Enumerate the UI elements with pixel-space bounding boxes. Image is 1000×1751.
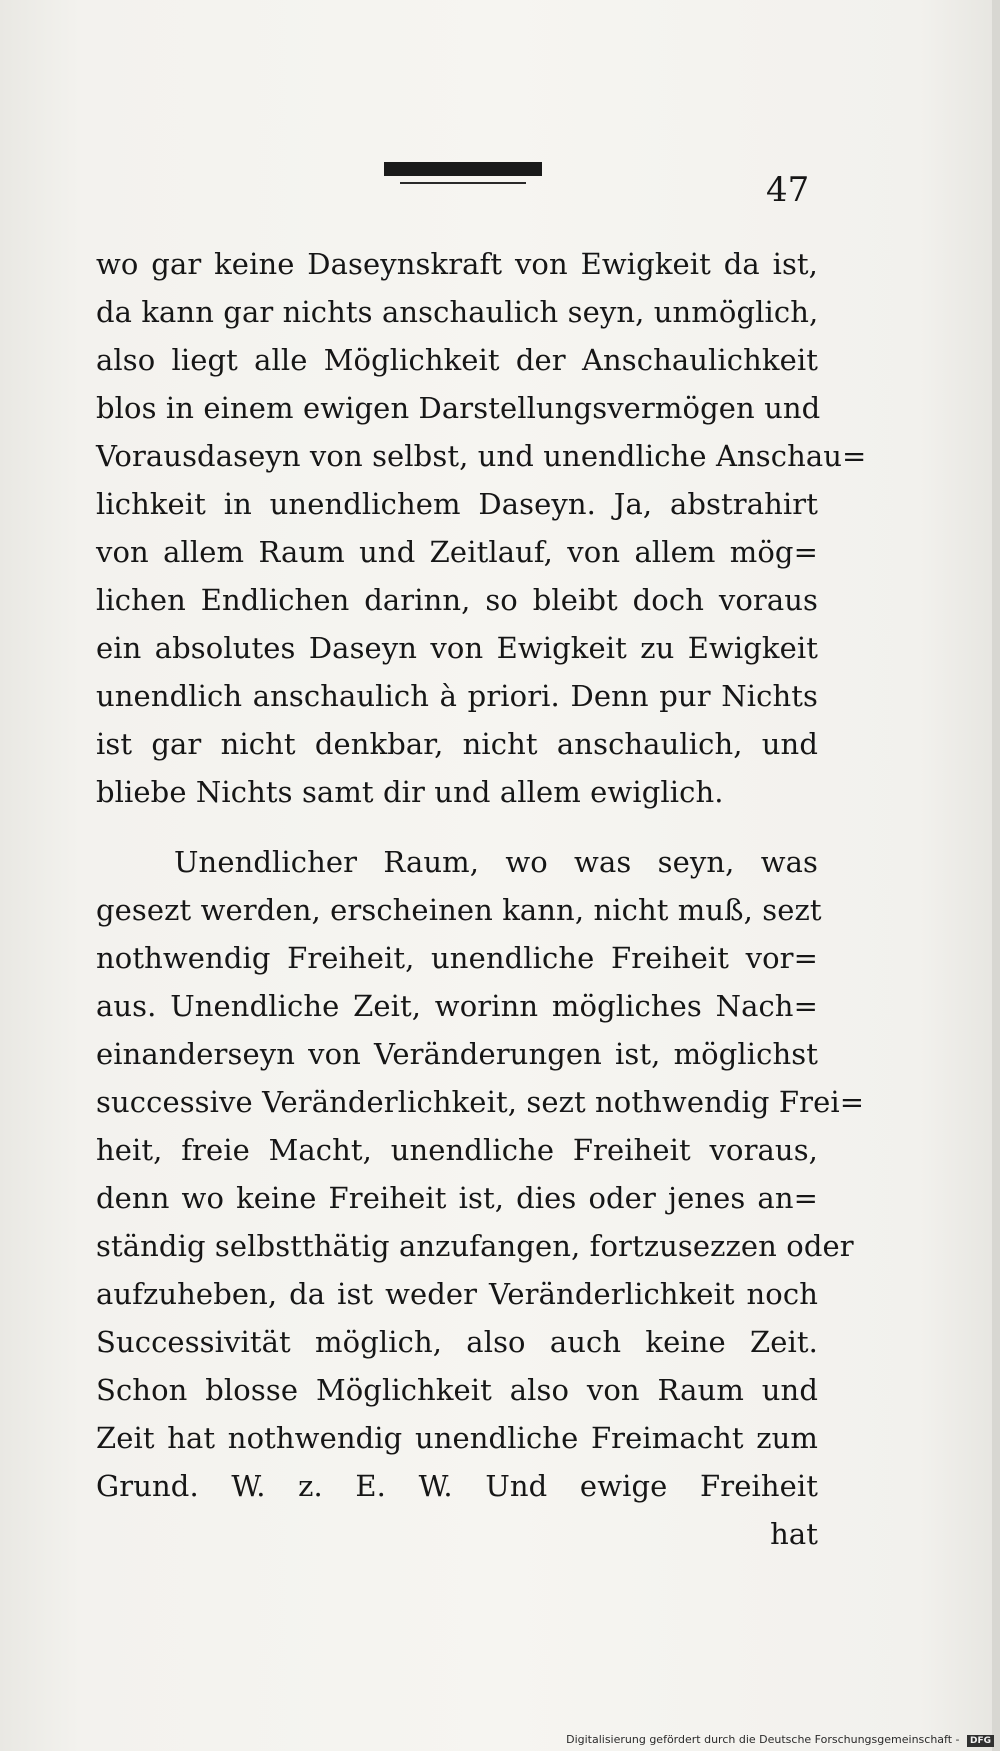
text-line: ein absolutes Daseyn von Ewigkeit zu Ewigkeit (96, 631, 818, 665)
text-line: bliebe Nichts samt dir und allem ewiglich. (96, 775, 724, 809)
page-number: 47 (766, 170, 810, 210)
text-line: Grund. W. z. E. W. Und ewige Freiheit (96, 1469, 818, 1503)
text-line: Schon blosse Möglichkeit also von Raum und (96, 1373, 818, 1407)
text-line: unendlich anschaulich à priori. Denn pur Nichts (96, 679, 818, 713)
text-line: ständig selbstthätig anzufangen, fortzusezzen oder (96, 1229, 854, 1263)
digitization-credit (566, 1733, 994, 1747)
dfg-logo: DFG (967, 1735, 994, 1747)
text-line: Zeit hat nothwendig unendliche Freimacht zum (96, 1421, 818, 1455)
paragraph-1 (96, 240, 867, 816)
text-line: ist gar nicht denkbar, nicht anschaulich, und (96, 727, 818, 761)
text-line: Vorausdaseyn von selbst, und unendliche Anschau= (96, 439, 867, 473)
catchword: hat (770, 1517, 818, 1551)
text-line: nothwendig Freiheit, unendliche Freiheit vor= (96, 941, 818, 975)
headpiece-ornament (384, 162, 542, 176)
text-line: successive Veränderlichkeit, sezt nothwendig Frei= (96, 1085, 865, 1119)
text-line: blos in einem ewigen Darstellungsvermögen und (96, 391, 821, 425)
text-line: von allem Raum und Zeitlauf, von allem mög= (96, 535, 818, 569)
text-line: Successivität möglich, also auch keine Zeit. (96, 1325, 818, 1359)
credit-text: Digitalisierung gefördert durch die Deutsche Forschungsgemeinschaft - (566, 1733, 960, 1746)
paragraph-2 (96, 838, 865, 1510)
text-line: gesezt werden, erscheinen kann, nicht muß, sezt (96, 893, 822, 927)
text-line: lichkeit in unendlichem Daseyn. Ja, abstrahirt (96, 487, 818, 521)
text-line: Unendlicher Raum, wo was seyn, was (174, 845, 818, 879)
text-line: einanderseyn von Veränderungen ist, möglichst (96, 1037, 818, 1071)
text-line: heit, freie Macht, unendliche Freiheit voraus, (96, 1133, 818, 1167)
headpiece-rule (400, 182, 526, 184)
text-line: denn wo keine Freiheit ist, dies oder jenes an= (96, 1181, 818, 1215)
page-edge-shadow (992, 0, 1000, 1751)
text-line: aufzuheben, da ist weder Veränderlichkeit noch (96, 1277, 818, 1311)
text-line: aus. Unendliche Zeit, worinn mögliches Nach= (96, 989, 818, 1023)
text-line: da kann gar nichts anschaulich seyn, unmöglich, (96, 295, 819, 329)
text-line: lichen Endlichen darinn, so bleibt doch voraus (96, 583, 818, 617)
text-line: wo gar keine Daseynskraft von Ewigkeit da ist, (96, 247, 818, 281)
text-line: also liegt alle Möglichkeit der Anschaulichkeit (96, 343, 818, 377)
paragraph-gap (96, 816, 818, 838)
body-text (96, 240, 867, 1558)
